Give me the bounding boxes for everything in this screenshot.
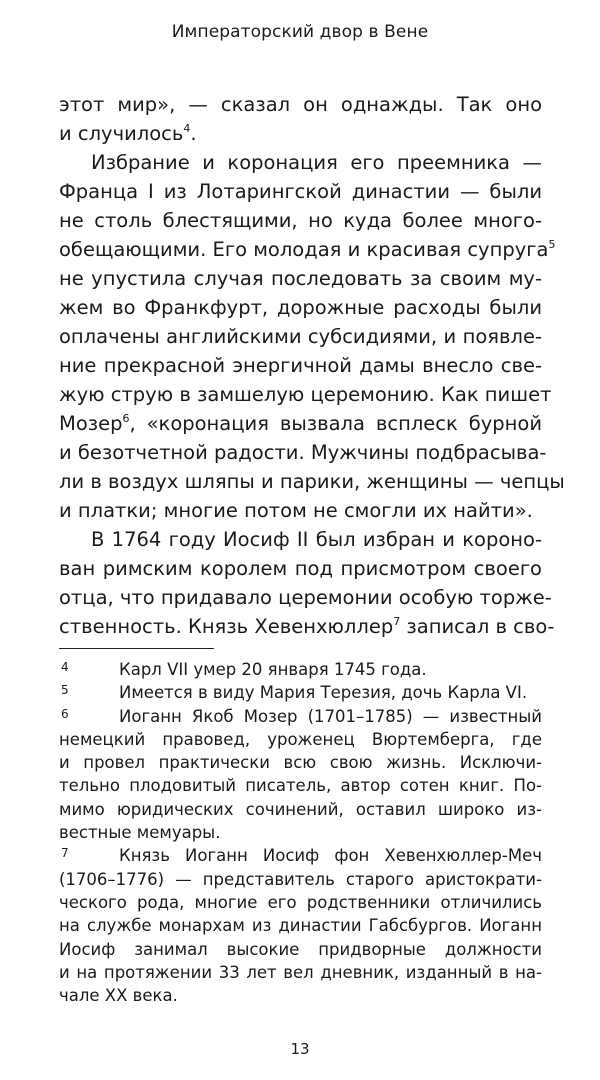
footnote-5: 5 Имеется в виду Мария Терезия, дочь Карла VI. xyxy=(61,683,528,703)
footnote-ref-5[interactable]: 5 xyxy=(548,238,556,251)
footnote-4: 4 Карл VII умер 20 января 1745 года. xyxy=(61,660,427,679)
footnote-ref-6[interactable]: 6 xyxy=(122,412,130,425)
text-line: жую струю в замшелую церемонию. Как пишет xyxy=(59,383,552,406)
text-line: оплачены английскими субсидиями, и появле- xyxy=(59,325,542,348)
text-line: жем во Франкфурт, дорожные расходы были xyxy=(59,296,542,319)
footnote-ref-4[interactable]: 4 xyxy=(183,122,191,135)
text-line: ственность. Князь Хевенхюллер$^7$ записал в сво- xyxy=(59,615,555,638)
text-line: Избрание и коронация его преемника — xyxy=(91,151,542,174)
footnote-6: 6 Иоганн Якоб Мозер (1701–1785) — известный xyxy=(61,706,542,726)
text-line: не столь блестящими, но куда более много- xyxy=(59,209,542,232)
text-line: и безотчетной радости. Мужчины подбрасыва- xyxy=(59,441,547,464)
footnote-line: ческого рода, многие его родственники отличились xyxy=(59,892,542,912)
footnote-line: тельно плодовитый писатель, автор сотен книг. По- xyxy=(59,776,542,796)
footnote-line: немецкий правовед, уроженец Вюртемберга, где xyxy=(59,729,542,749)
footnote-ref-7[interactable]: 7 xyxy=(393,615,401,628)
footnote-line: чале XX века. xyxy=(59,986,178,1006)
footnote-line: и на протяжении 33 лет вел дневник, изданный в на- xyxy=(59,962,542,982)
footnote-line: на службе монархам из династии Габсбургов. Иоганн xyxy=(59,916,542,936)
text-line: Франца I из Лотарингской династии — были xyxy=(59,180,542,203)
footnote-line: и провел практически всю свою жизнь. Исключи- xyxy=(59,753,542,773)
running-header: Императорский двор в Вене xyxy=(171,22,429,42)
text-line: не упустила случая последовать за своим му- xyxy=(59,267,542,290)
text-line: Мозер$^6$, «коронация вызвала всплеск бурной xyxy=(59,412,542,435)
footnote-7: 7 Князь Иоганн Иосиф фон Хевенхюллер-Меч xyxy=(61,846,542,866)
text-line: ние прекрасной энергичной дамы внесло све- xyxy=(59,354,542,377)
text-line: ли в воздух шляпы и парики, женщины — чепцы xyxy=(59,470,565,493)
text-line: обещающими. Его молодая и красивая супруга$^5$ xyxy=(59,238,556,261)
main-text xyxy=(59,90,565,641)
footnotes xyxy=(59,658,542,1007)
text-line: и случилось$^4$. xyxy=(59,122,197,145)
footnote-line: вестные мемуары. xyxy=(59,823,221,843)
text-line: и платки; многие потом не смогли их найти». xyxy=(59,499,533,522)
text-line: В 1764 году Иосиф II был избран и короно- xyxy=(91,528,542,551)
footnote-line: (1706–1776) — представитель старого аристократи- xyxy=(59,869,542,889)
text-line: этот мир», — сказал он однажды. Так оно xyxy=(59,93,542,116)
footnote-line: Иосиф занимал высокие придворные должности xyxy=(59,939,542,959)
text-line: отца, что придавало церемонии особую торже- xyxy=(59,586,552,609)
footnote-line: мимо юридических сочинений, оставил широко из- xyxy=(59,799,542,819)
page-number: 13 xyxy=(290,1040,310,1058)
text-line: ван римским королем под присмотром своего xyxy=(59,557,542,580)
footnote-divider xyxy=(59,648,214,649)
